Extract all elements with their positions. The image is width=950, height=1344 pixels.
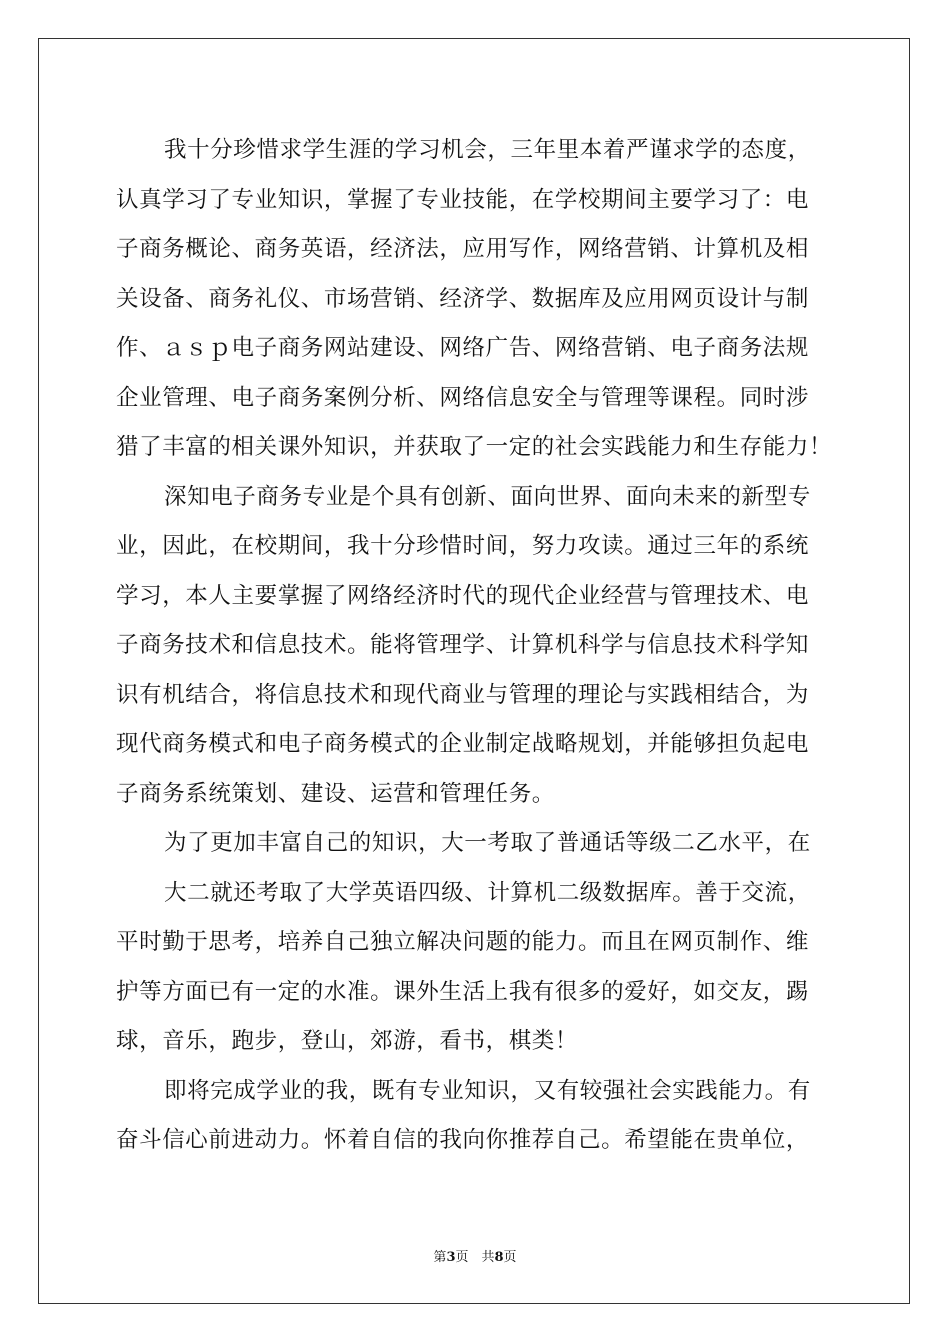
text-line: 企业管理、电子商务案例分析、网络信息安全与管理等课程。同时涉 xyxy=(116,384,810,411)
text-line: 深知电子商务专业是个具有创新、面向世界、面向未来的新型专 xyxy=(164,483,811,510)
text-line: 大二就还考取了大学英语四级、计算机二级数据库。善于交流， xyxy=(164,879,811,906)
footer-total-pages: 8 xyxy=(494,1250,504,1265)
footer-current-page: 3 xyxy=(446,1250,456,1265)
body-text xyxy=(116,126,836,1166)
footer-mid: 页 共 xyxy=(455,1250,495,1265)
text-line: 作、ａｓｐ电子商务网站建设、网络广告、网络营销、电子商务法规 xyxy=(116,335,810,361)
text-line: 学习，本人主要掌握了网络经济时代的现代企业经营与管理技术、电 xyxy=(116,582,810,609)
text-line: 球，音乐，跑步，登山，郊游，看书，棋类！ xyxy=(116,1028,579,1054)
text-line: 子商务技术和信息技术。能将管理学、计算机科学与信息技术科学知 xyxy=(116,632,810,658)
text-line: 关设备、商务礼仪、市场营销、经济学、数据库及应用网页设计与制 xyxy=(116,285,810,312)
text-line: 猎了丰富的相关课外知识，并获取了一定的社会实践能力和生存能力！ xyxy=(116,434,833,460)
text-line: 识有机结合，将信息技术和现代商业与管理的理论与实践相结合，为 xyxy=(116,681,810,708)
text-line: 现代商务模式和电子商务模式的企业制定战略规划，并能够担负起电 xyxy=(116,731,810,757)
page-footer xyxy=(0,1246,950,1265)
text-line: 为了更加丰富自己的知识，大一考取了普通话等级二乙水平，在 xyxy=(164,830,811,856)
text-line: 子商务概论、商务英语，经济法，应用写作，网络营销、计算机及相 xyxy=(116,236,810,262)
text-line: 业，因此，在校期间，我十分珍惜时间，努力攻读。通过三年的系统 xyxy=(116,533,810,559)
text-line: 认真学习了专业知识，掌握了专业技能，在学校期间主要学习了：电 xyxy=(116,186,810,213)
text-line: 子商务系统策划、建设、运营和管理任务。 xyxy=(116,780,555,807)
text-line: 我十分珍惜求学生涯的学习机会，三年里本着严谨求学的态度， xyxy=(164,137,811,163)
text-line: 即将完成学业的我，既有专业知识，又有较强社会实践能力。有 xyxy=(164,1077,811,1104)
text-line: 奋斗信心前进动力。怀着自信的我向你推荐自己。希望能在贵单位， xyxy=(116,1127,810,1153)
text-line: 护等方面已有一定的水准。课外生活上我有很多的爱好，如交友，踢 xyxy=(116,978,810,1005)
footer-prefix: 第 xyxy=(433,1250,447,1265)
text-line: 平时勤于思考，培养自己独立解决问题的能力。而且在网页制作、维 xyxy=(116,929,810,955)
footer-suffix: 页 xyxy=(503,1250,517,1265)
